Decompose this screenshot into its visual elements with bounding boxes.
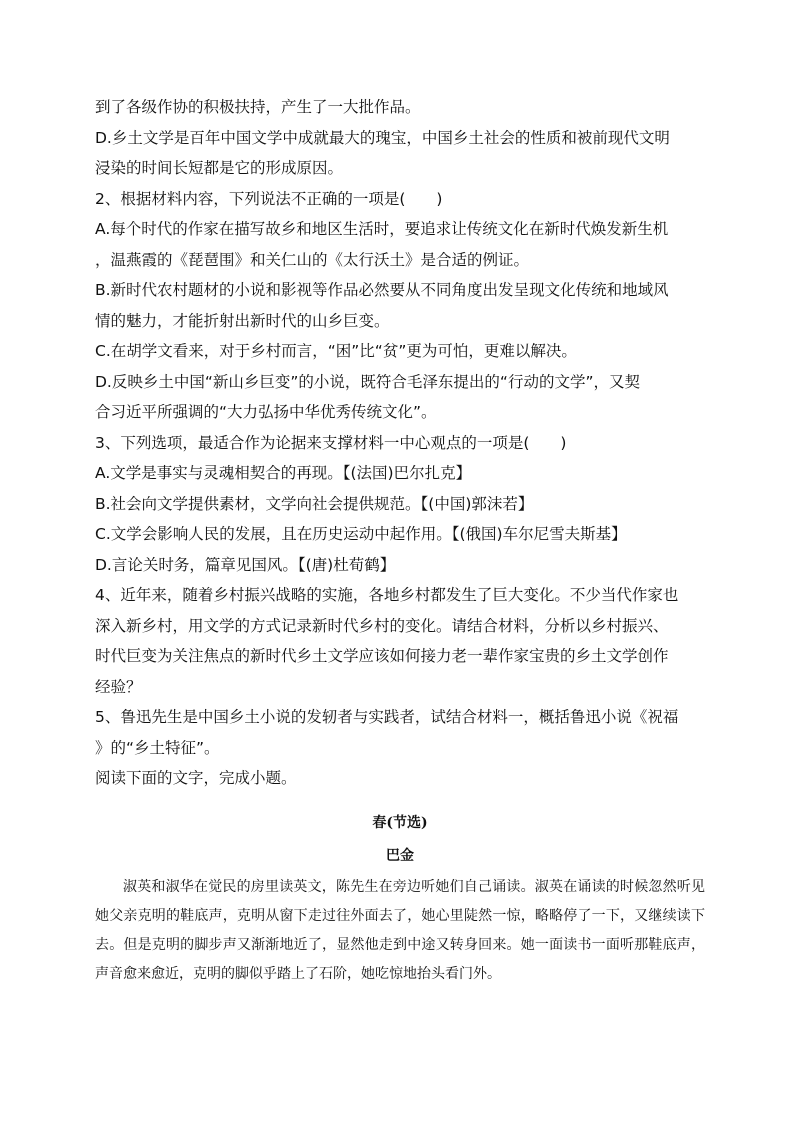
q2-option-d-line-2: 合习近平所强调的“大力弘扬中华优秀传统文化”。 <box>95 403 437 421</box>
passage-author: 巴金 <box>386 848 414 864</box>
text-line: 到了各级作协的积极扶持，产生了一大批作品。 <box>95 98 421 116</box>
q3-option-b: B.社会向文学提供素材，文学向社会提供规范。【(中国)郭沫若】 <box>95 494 534 513</box>
q2-option-b-line-2: 情的魅力，才能折射出新时代的山乡巨变。 <box>95 311 390 330</box>
question-5-line-2: 》的“乡土特征”。 <box>95 738 220 757</box>
q3-option-a: A.文学是事实与灵魂相契合的再现。【(法国)巴尔扎克】 <box>95 464 472 482</box>
option-d-line-2: 浸染的时间长短都是它的形成原因。 <box>95 159 344 177</box>
q3-option-c: C.文学会影响人民的发展，且在历史运动中起作用。【(俄国)车尔尼雪夫斯基】 <box>95 525 627 543</box>
q2-option-b-line-1: B.新时代农村题材的小说和影视等作品必然要从不同角度出发呈现文化传统和地域风 <box>95 281 669 299</box>
q2-option-c: C.在胡学文看来，对于乡村而言，“困”比“贫”更为可怕，更难以解决。 <box>95 342 577 360</box>
passage-excerpt: 淑英和淑华在觉民的房里读英文，陈先生在旁边听她们自己诵读。淑英在诵读的时候忽然听见她父亲克明的鞋底声，克明从窗下走过往外面去了，她心里陡然一惊，略略停了一下，又继续读下去。但是克明的脚步声又渐渐地近了，显然他走到中途又转身回来。她一面读书一面听那鞋底声，声音愈来愈近，克明的脚似乎踏上了石阶，她吃惊地抬头看门外。 <box>95 879 705 982</box>
question-4-line-3: 时代巨变为关注焦点的新时代乡土文学应该如何接力老一辈作家宝贵的乡土文学创作 <box>95 647 669 665</box>
option-d-line-1: D.乡土文学是百年中国文学中成就最大的瑰宝，中国乡土社会的性质和被前现代文明 <box>95 128 670 147</box>
q3-option-d: D.言论关时务，篇章见国风。【(唐)杜荀鹤】 <box>95 555 396 574</box>
question-text-block <box>95 92 705 794</box>
q2-option-a-line-2: ，温燕霞的《琵琶围》和关仁山的《太行沃土》是合适的例证。 <box>95 250 530 269</box>
question-4-line-4: 经验？ <box>95 677 142 696</box>
question-5-line-1: 5、鲁迅先生是中国乡土小说的发轫者与实践者，试结合材料一，概括鲁迅小说《祝福 <box>95 708 679 726</box>
q2-option-a-line-1: A.每个时代的作家在描写故乡和地区生活时，要追求让传统文化在新时代焕发新生机 <box>95 220 669 238</box>
q2-option-d-line-1: D.反映乡土中国“新山乡巨变”的小说，既符合毛泽东提出的“行动的文学”，又契 <box>95 372 640 391</box>
question-4-line-2: 深入新乡村，用文学的方式记录新时代乡村的变化。请结合材料，分析以乡村振兴、 <box>95 616 669 635</box>
question-3-stem: 3、下列选项，最适合作为论据来支撑材料一中心观点的一项是( ) <box>95 433 567 452</box>
passage-title: 春(节选) <box>372 815 428 831</box>
question-4-line-1: 4、近年来，随着乡村振兴战略的实施，各地乡村都发生了巨大变化。不少当代作家也 <box>95 586 679 604</box>
question-2-stem: 2、根据材料内容，下列说法不正确的一项是( ) <box>95 189 443 208</box>
reading-instruction: 阅读下面的文字，完成小题。 <box>95 769 297 787</box>
